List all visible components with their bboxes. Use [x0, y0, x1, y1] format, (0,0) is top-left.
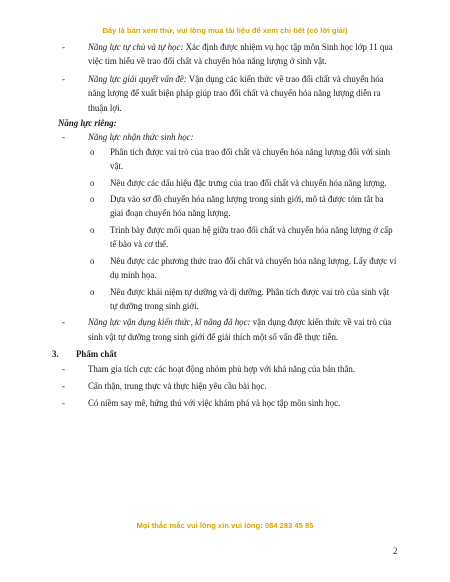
- list-item: [62, 223, 397, 252]
- list-item: [62, 130, 397, 144]
- list-item: [62, 192, 397, 221]
- item-text: Trình bày được mối quan hệ giữa trao đổi chất và chuyển hóa năng lượng ở cấp tế bào và cơ thể.: [110, 224, 393, 250]
- item-term: Năng lực nhận thức sinh học:: [88, 132, 194, 143]
- list-item: [62, 362, 397, 376]
- section-title: Phẩm chất: [76, 349, 117, 360]
- item-text: Cẩn thận, trung thực và thực hiện yêu cầu bài học.: [88, 380, 267, 391]
- dash-bullet: -: [62, 363, 65, 374]
- list-item: [62, 396, 397, 410]
- item-term: Năng lực tự chủ và tự học:: [88, 42, 184, 52]
- circle-bullet: o: [90, 177, 95, 188]
- list-item: [62, 72, 397, 115]
- item-text: Tham gia tích cực các hoạt động nhóm phù hợp với khả năng của bản thân.: [88, 363, 356, 374]
- dash-bullet: -: [62, 73, 65, 84]
- item-term: Năng lực vận dụng kiến thức, kĩ năng đã học:: [88, 317, 251, 328]
- circle-bullet: o: [90, 194, 95, 205]
- dash-bullet: -: [62, 398, 65, 409]
- dash-bullet: -: [62, 132, 65, 143]
- preview-banner: Đây là bản xem thử, vui lòng mua tài liệu để xem chi tiết (có lời giải): [102, 26, 348, 35]
- dash-bullet: -: [62, 317, 65, 328]
- item-term: Năng lực giải quyết vấn đề:: [88, 73, 187, 84]
- section-heading: [52, 347, 397, 361]
- contact-banner: Mọi thắc mắc vui lòng xin vui lòng: 084 283 45 85: [136, 521, 314, 530]
- circle-bullet: o: [90, 255, 95, 266]
- item-text: Vận dụng các kiến thức về trao đổi chất và chuyển hóa năng lượng để xuất biện pháp giúp trao đổi chất và chuyển hóa năng lượng diễn ra thuận lợi.: [88, 73, 384, 113]
- circle-bullet: o: [90, 286, 95, 297]
- circle-bullet: o: [90, 146, 95, 157]
- item-text: Nêu được các dấu hiệu đặc trưng của trao đổi chất và chuyển hóa năng lượng.: [110, 177, 387, 188]
- section-number: 3.: [52, 349, 59, 360]
- list-item: [62, 315, 397, 344]
- document-body: [52, 40, 397, 411]
- item-text: Nêu được khái niệm tự dưỡng và dị dưỡng. Phân tích được vai trò của sinh vật tự dưỡng trong sinh giới.: [110, 286, 390, 311]
- item-text: Có niềm say mê, hứng thú với việc khám phá và học tập môn sinh học.: [88, 398, 341, 409]
- item-text: Nêu được các phương thức trao đổi chất và chuyển hóa năng lượng. Lấy được ví dụ minh họa.: [110, 255, 397, 281]
- item-text: Dựa vào sơ đồ chuyển hóa năng lượng trong sinh giới, mô tả được tóm tắt ba giai đoạn chuyển hóa năng lượng.: [110, 194, 384, 219]
- dash-bullet: -: [62, 42, 65, 52]
- dash-bullet: -: [62, 380, 65, 391]
- list-item: [62, 40, 397, 69]
- item-text: vận dụng được kiến thức về vai trò của sinh vật tự dưỡng trong sinh giới để giải thích một số vấn đề thực tiễn.: [88, 317, 392, 342]
- list-item: [62, 379, 397, 393]
- specific-competence-heading: Năng lực riêng:: [58, 118, 117, 129]
- list-item: [62, 285, 397, 314]
- page-number: 2: [393, 546, 398, 556]
- list-item: [62, 254, 397, 283]
- item-text: Phân tích được vai trò của trao đổi chất và chuyển hóa năng lượng đối với sinh vật.: [110, 146, 391, 172]
- list-item: [62, 145, 397, 174]
- circle-bullet: o: [90, 224, 95, 235]
- item-text: Xác định được nhiệm vụ học tập môn Sinh học lớp 11 qua việc tìm hiểu về trao đổi chất và chuyển hóa năng lượng ở sinh vật.: [88, 42, 393, 67]
- list-item: [62, 176, 397, 190]
